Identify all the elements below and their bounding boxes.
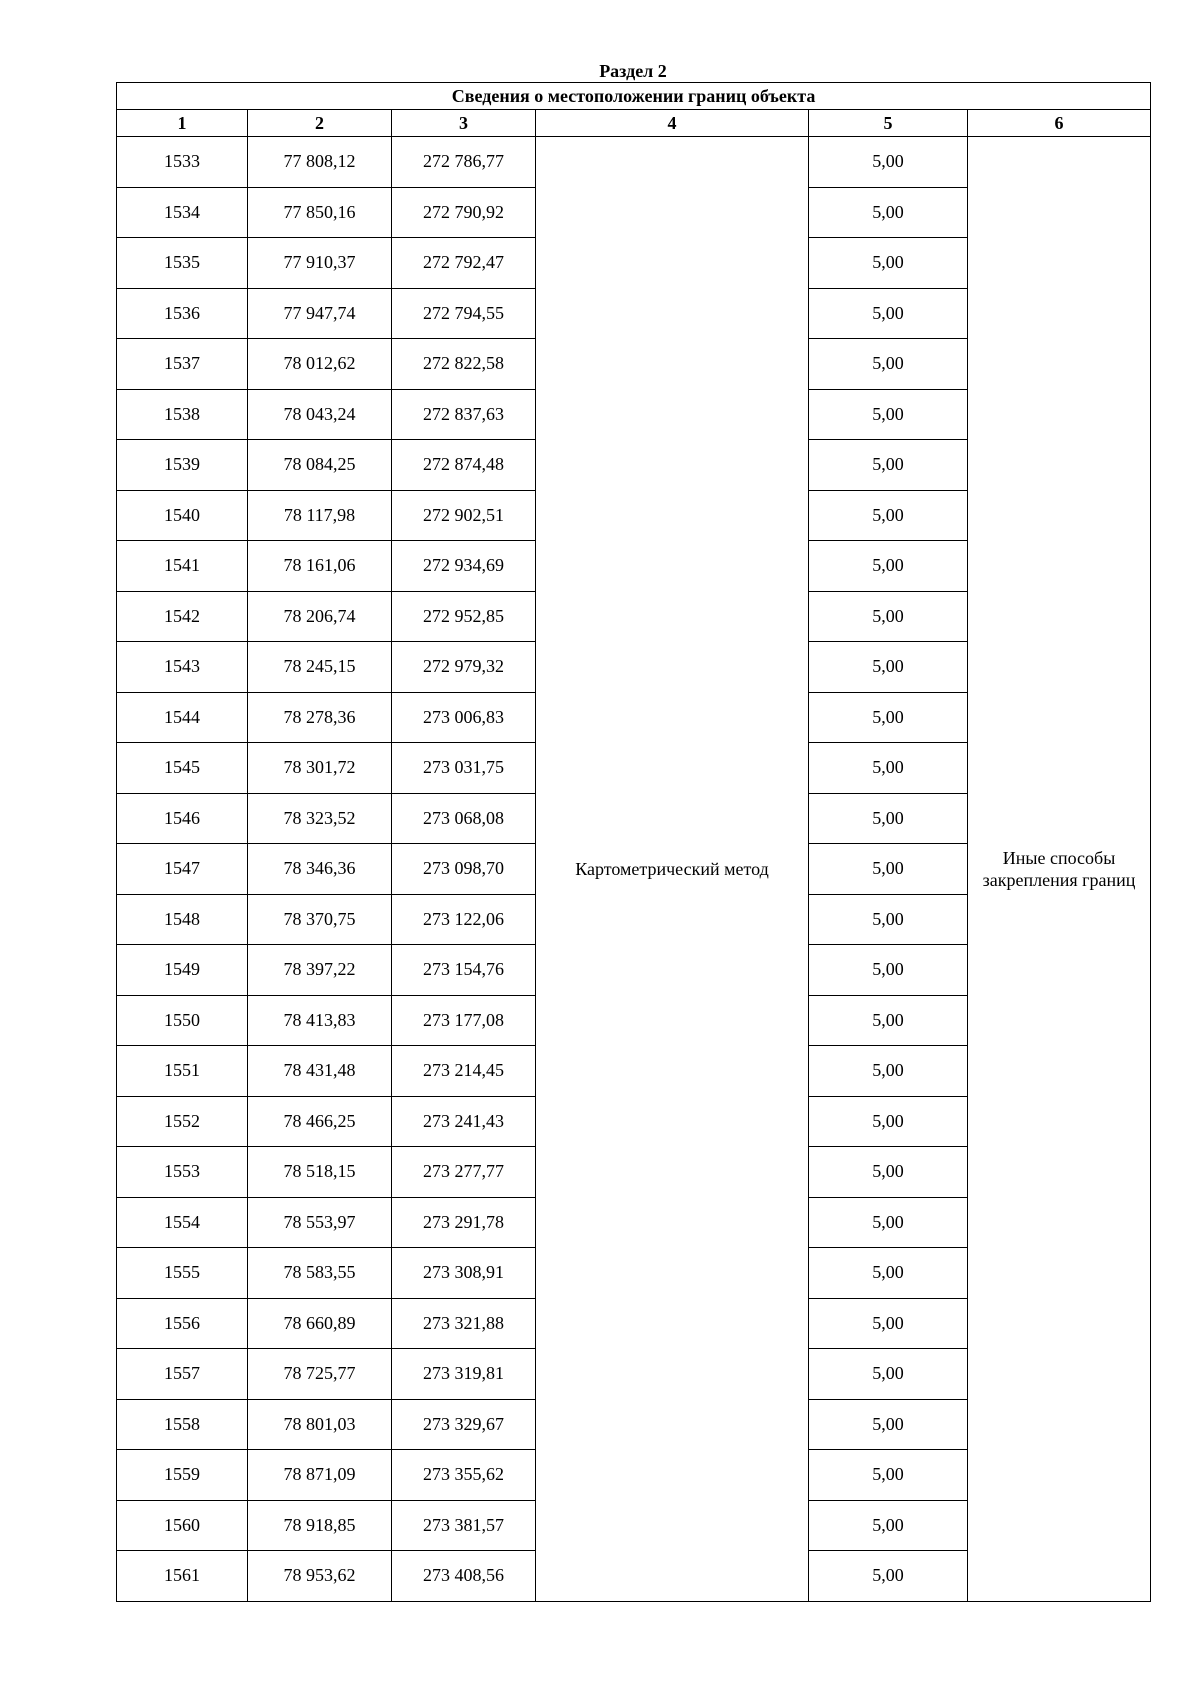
fixing-method-cell bbox=[968, 137, 1151, 1602]
point-number-cell: 1546 bbox=[117, 793, 248, 844]
y-coordinate-cell: 273 122,06 bbox=[392, 894, 536, 945]
point-number-cell: 1558 bbox=[117, 1399, 248, 1450]
y-coordinate-cell: 272 934,69 bbox=[392, 541, 536, 592]
x-coordinate-cell: 77 808,12 bbox=[248, 137, 392, 188]
x-coordinate-cell: 78 206,74 bbox=[248, 591, 392, 642]
y-coordinate-cell: 273 177,08 bbox=[392, 995, 536, 1046]
accuracy-cell: 5,00 bbox=[809, 1298, 968, 1349]
point-number-cell: 1540 bbox=[117, 490, 248, 541]
point-number-cell: 1544 bbox=[117, 692, 248, 743]
column-number-4: 4 bbox=[536, 110, 809, 137]
point-number-cell: 1549 bbox=[117, 945, 248, 996]
x-coordinate-cell: 78 117,98 bbox=[248, 490, 392, 541]
point-number-cell: 1535 bbox=[117, 238, 248, 289]
point-number-cell: 1554 bbox=[117, 1197, 248, 1248]
x-coordinate-cell: 78 043,24 bbox=[248, 389, 392, 440]
y-coordinate-cell: 273 068,08 bbox=[392, 793, 536, 844]
x-coordinate-cell: 78 413,83 bbox=[248, 995, 392, 1046]
x-coordinate-cell: 77 910,37 bbox=[248, 238, 392, 289]
point-number-cell: 1536 bbox=[117, 288, 248, 339]
y-coordinate-cell: 272 902,51 bbox=[392, 490, 536, 541]
accuracy-cell: 5,00 bbox=[809, 1551, 968, 1602]
accuracy-cell: 5,00 bbox=[809, 389, 968, 440]
accuracy-cell: 5,00 bbox=[809, 137, 968, 188]
x-coordinate-cell: 78 953,62 bbox=[248, 1551, 392, 1602]
point-number-cell: 1547 bbox=[117, 844, 248, 895]
column-number-3: 3 bbox=[392, 110, 536, 137]
accuracy-cell: 5,00 bbox=[809, 1096, 968, 1147]
point-number-cell: 1559 bbox=[117, 1450, 248, 1501]
y-coordinate-cell: 273 154,76 bbox=[392, 945, 536, 996]
point-number-cell: 1553 bbox=[117, 1147, 248, 1198]
fixing-method-line-2: закрепления границ bbox=[982, 869, 1136, 890]
column-number-5: 5 bbox=[809, 110, 968, 137]
boundary-coordinates-table bbox=[116, 82, 1151, 1602]
accuracy-cell: 5,00 bbox=[809, 1197, 968, 1248]
accuracy-cell: 5,00 bbox=[809, 692, 968, 743]
point-number-cell: 1548 bbox=[117, 894, 248, 945]
accuracy-cell: 5,00 bbox=[809, 490, 968, 541]
y-coordinate-cell: 273 319,81 bbox=[392, 1349, 536, 1400]
column-number-2: 2 bbox=[248, 110, 392, 137]
y-coordinate-cell: 273 308,91 bbox=[392, 1248, 536, 1299]
column-number-6: 6 bbox=[968, 110, 1151, 137]
x-coordinate-cell: 78 466,25 bbox=[248, 1096, 392, 1147]
accuracy-cell: 5,00 bbox=[809, 793, 968, 844]
y-coordinate-cell: 272 874,48 bbox=[392, 440, 536, 491]
accuracy-cell: 5,00 bbox=[809, 844, 968, 895]
x-coordinate-cell: 78 431,48 bbox=[248, 1046, 392, 1097]
x-coordinate-cell: 77 947,74 bbox=[248, 288, 392, 339]
accuracy-cell: 5,00 bbox=[809, 339, 968, 390]
accuracy-cell: 5,00 bbox=[809, 238, 968, 289]
x-coordinate-cell: 78 161,06 bbox=[248, 541, 392, 592]
accuracy-cell: 5,00 bbox=[809, 995, 968, 1046]
point-number-cell: 1545 bbox=[117, 743, 248, 794]
point-number-cell: 1541 bbox=[117, 541, 248, 592]
x-coordinate-cell: 78 583,55 bbox=[248, 1248, 392, 1299]
column-number-1: 1 bbox=[117, 110, 248, 137]
point-number-cell: 1550 bbox=[117, 995, 248, 1046]
y-coordinate-cell: 272 790,92 bbox=[392, 187, 536, 238]
method-cell: Картометрический метод bbox=[536, 137, 809, 1602]
accuracy-cell: 5,00 bbox=[809, 1046, 968, 1097]
point-number-cell: 1542 bbox=[117, 591, 248, 642]
y-coordinate-cell: 272 952,85 bbox=[392, 591, 536, 642]
x-coordinate-cell: 77 850,16 bbox=[248, 187, 392, 238]
table-body bbox=[117, 137, 1151, 1602]
x-coordinate-cell: 78 725,77 bbox=[248, 1349, 392, 1400]
point-number-cell: 1533 bbox=[117, 137, 248, 188]
accuracy-cell: 5,00 bbox=[809, 945, 968, 996]
x-coordinate-cell: 78 397,22 bbox=[248, 945, 392, 996]
y-coordinate-cell: 273 291,78 bbox=[392, 1197, 536, 1248]
point-number-cell: 1543 bbox=[117, 642, 248, 693]
x-coordinate-cell: 78 245,15 bbox=[248, 642, 392, 693]
x-coordinate-cell: 78 871,09 bbox=[248, 1450, 392, 1501]
table-row bbox=[117, 137, 1151, 188]
y-coordinate-cell: 273 329,67 bbox=[392, 1399, 536, 1450]
y-coordinate-cell: 273 006,83 bbox=[392, 692, 536, 743]
accuracy-cell: 5,00 bbox=[809, 743, 968, 794]
y-coordinate-cell: 273 241,43 bbox=[392, 1096, 536, 1147]
accuracy-cell: 5,00 bbox=[809, 591, 968, 642]
y-coordinate-cell: 273 031,75 bbox=[392, 743, 536, 794]
x-coordinate-cell: 78 323,52 bbox=[248, 793, 392, 844]
x-coordinate-cell: 78 278,36 bbox=[248, 692, 392, 743]
x-coordinate-cell: 78 553,97 bbox=[248, 1197, 392, 1248]
x-coordinate-cell: 78 084,25 bbox=[248, 440, 392, 491]
accuracy-cell: 5,00 bbox=[809, 1450, 968, 1501]
x-coordinate-cell: 78 370,75 bbox=[248, 894, 392, 945]
y-coordinate-cell: 273 381,57 bbox=[392, 1500, 536, 1551]
point-number-cell: 1551 bbox=[117, 1046, 248, 1097]
accuracy-cell: 5,00 bbox=[809, 1248, 968, 1299]
x-coordinate-cell: 78 346,36 bbox=[248, 844, 392, 895]
y-coordinate-cell: 273 321,88 bbox=[392, 1298, 536, 1349]
x-coordinate-cell: 78 801,03 bbox=[248, 1399, 392, 1450]
table-caption: Сведения о местоположении границ объекта bbox=[117, 83, 1151, 110]
accuracy-cell: 5,00 bbox=[809, 1500, 968, 1551]
accuracy-cell: 5,00 bbox=[809, 440, 968, 491]
accuracy-cell: 5,00 bbox=[809, 288, 968, 339]
point-number-cell: 1537 bbox=[117, 339, 248, 390]
accuracy-cell: 5,00 bbox=[809, 187, 968, 238]
accuracy-cell: 5,00 bbox=[809, 1349, 968, 1400]
point-number-cell: 1555 bbox=[117, 1248, 248, 1299]
fixing-method-line-1: Иные способы bbox=[1002, 847, 1116, 868]
y-coordinate-cell: 273 214,45 bbox=[392, 1046, 536, 1097]
point-number-cell: 1557 bbox=[117, 1349, 248, 1400]
y-coordinate-cell: 272 979,32 bbox=[392, 642, 536, 693]
column-number-row bbox=[117, 110, 1151, 137]
y-coordinate-cell: 273 098,70 bbox=[392, 844, 536, 895]
point-number-cell: 1561 bbox=[117, 1551, 248, 1602]
accuracy-cell: 5,00 bbox=[809, 894, 968, 945]
point-number-cell: 1560 bbox=[117, 1500, 248, 1551]
y-coordinate-cell: 272 822,58 bbox=[392, 339, 536, 390]
y-coordinate-cell: 273 408,56 bbox=[392, 1551, 536, 1602]
accuracy-cell: 5,00 bbox=[809, 541, 968, 592]
accuracy-cell: 5,00 bbox=[809, 1147, 968, 1198]
x-coordinate-cell: 78 918,85 bbox=[248, 1500, 392, 1551]
point-number-cell: 1539 bbox=[117, 440, 248, 491]
y-coordinate-cell: 272 792,47 bbox=[392, 238, 536, 289]
x-coordinate-cell: 78 660,89 bbox=[248, 1298, 392, 1349]
accuracy-cell: 5,00 bbox=[809, 1399, 968, 1450]
accuracy-cell: 5,00 bbox=[809, 642, 968, 693]
point-number-cell: 1538 bbox=[117, 389, 248, 440]
y-coordinate-cell: 273 277,77 bbox=[392, 1147, 536, 1198]
point-number-cell: 1556 bbox=[117, 1298, 248, 1349]
x-coordinate-cell: 78 012,62 bbox=[248, 339, 392, 390]
section-title: Раздел 2 bbox=[599, 61, 667, 81]
y-coordinate-cell: 272 786,77 bbox=[392, 137, 536, 188]
x-coordinate-cell: 78 518,15 bbox=[248, 1147, 392, 1198]
point-number-cell: 1534 bbox=[117, 187, 248, 238]
y-coordinate-cell: 273 355,62 bbox=[392, 1450, 536, 1501]
x-coordinate-cell: 78 301,72 bbox=[248, 743, 392, 794]
y-coordinate-cell: 272 837,63 bbox=[392, 389, 536, 440]
point-number-cell: 1552 bbox=[117, 1096, 248, 1147]
y-coordinate-cell: 272 794,55 bbox=[392, 288, 536, 339]
